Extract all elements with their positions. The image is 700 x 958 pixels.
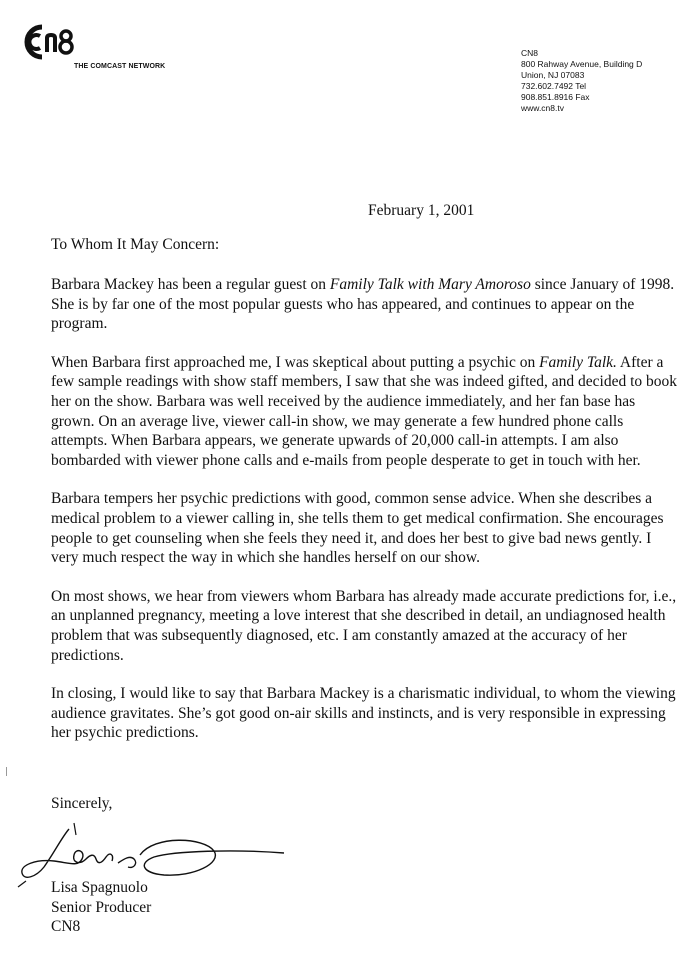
paragraph-3: Barbara tempers her psychic predictions with good, common sense advice. When she describes a medical problem to a viewer calling in, she tells them to get medical confirmation. She encourages people to get counseling when she feels they need it, and does her best to give bad news gently. I very much respect the way in which she handles herself on our show. (51, 490, 664, 567)
address-web: www.cn8.tv (521, 103, 564, 113)
address-city: Union, NJ 07083 (521, 70, 585, 80)
letter-body (51, 275, 681, 762)
paragraph-1 (51, 275, 681, 334)
show-title-short: Family Talk. (539, 353, 617, 371)
paragraph-2-text-a: When Barbara first approached me, I was skeptical about putting a psychic on (51, 353, 540, 371)
paragraph-1-text-a: Barbara Mackey has been a regular guest on (51, 276, 330, 293)
paragraph-4: On most shows, we hear from viewers whom Barbara has already made accurate predictions for, i.e., an unplanned pregnancy, meeting a love interest that she described in detail, an undiagnosed health problem that was subsequently diagnosed, etc. I am constantly amazed at the accuracy of her predictions. (51, 587, 677, 664)
scan-mark (6, 767, 7, 776)
paragraph-1-text-b: since January of 1998. She is by far one of the most popular guests who has appeared, and continues to appear on the program. (51, 276, 675, 333)
logo-tagline: THE COMCAST NETWORK (74, 63, 166, 70)
signer-name: Lisa Spagnuolo (51, 879, 148, 896)
show-title: Family Talk with Mary Amoroso (329, 276, 531, 293)
cn8-logo (20, 22, 220, 82)
salutation: To Whom It May Concern: (51, 236, 220, 253)
address-org: CN8 (521, 48, 539, 58)
cn8-logo-mark (20, 22, 80, 62)
signer-block (51, 878, 151, 937)
paragraph-2-text-b: After a few sample readings with show staff members, I saw that she was indeed gifted, and decided to book her on the show. Barbara was well received by the audience immediately, and her fan base has grown. On an average live, viewer call-in show, we may generate a few hundred phone calls attempts. When Barbara appears, we generate upwards of 20,000 call-in attempts. I am also bombarded with viewer phone calls and e-mails from people desperate to get in touch with her. (51, 353, 678, 469)
address-fax: 908.851.8916 Fax (521, 92, 590, 102)
closing: Sincerely, (51, 795, 113, 812)
address-tel: 732.602.7492 Tel (521, 81, 587, 91)
signer-org: CN8 (51, 918, 81, 936)
paragraph-2 (51, 353, 681, 471)
letterhead-address (521, 48, 642, 114)
address-street: 800 Rahway Avenue, Building D (521, 59, 643, 69)
paragraph-5: In closing, I would like to say that Barbara Mackey is a charismatic individual, to whom the viewing audience gravitates. She’s got good on-air skills and instincts, and is very responsible in expressing her psychic predictions. (51, 685, 676, 742)
signer-title: Senior Producer (51, 898, 152, 916)
letter-date: February 1, 2001 (368, 202, 475, 219)
